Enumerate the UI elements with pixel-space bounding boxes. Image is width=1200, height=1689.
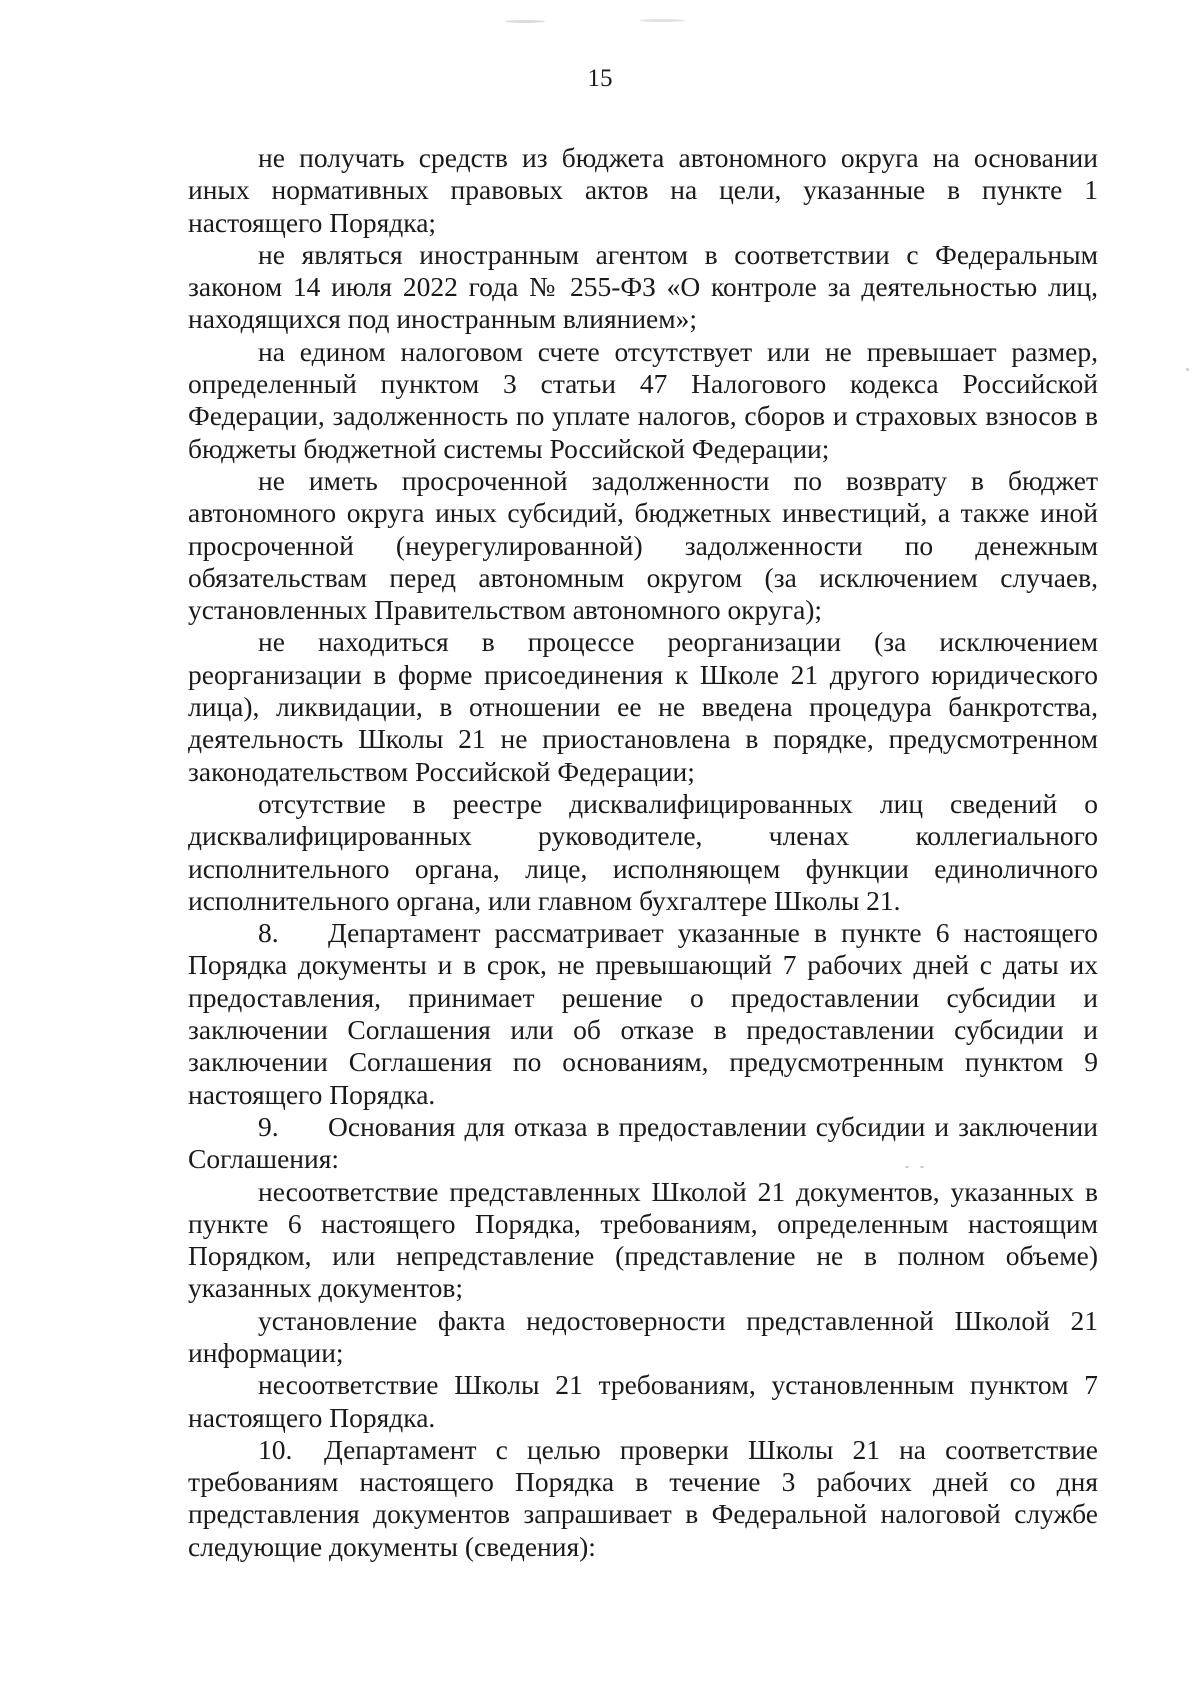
paragraph-text: не получать средств из бюджета автономного округа на основании иных нормативных правовых актов на цели, указанные в пункте 1 настоящего Порядка; bbox=[188, 142, 1098, 238]
paragraph-number: 8. bbox=[258, 917, 279, 949]
paragraph bbox=[188, 465, 1098, 626]
paragraph bbox=[188, 626, 1098, 787]
scan-speck bbox=[905, 1166, 909, 1168]
numbered-paragraph bbox=[188, 1111, 1098, 1176]
scan-speck bbox=[1186, 368, 1189, 371]
paragraph bbox=[188, 1176, 1098, 1305]
paragraph bbox=[188, 239, 1098, 336]
scan-speck bbox=[505, 20, 545, 23]
paragraph-text: установление факта недостоверности представленной Школой 21 информации; bbox=[188, 1304, 1098, 1368]
paragraph-number: 9. bbox=[258, 1110, 279, 1142]
paragraph bbox=[188, 1305, 1098, 1370]
paragraph-text: на едином налоговом счете отсутствует или не превышает размер, определенный пунктом 3 статьи 47 Налогового кодекса Российской Федерации, задолженность по уплате налогов, сборов и страховых взносов в бюджеты бюджетной системы Российской Федерации; bbox=[188, 335, 1098, 464]
paragraph-text: не иметь просроченной задолженности по возврату в бюджет автономного округа иных субсидий, бюджетных инвестиций, а также иной просроченной (неурегулированной) задолженности по денежным обязательствам перед автономным округом (за исключением случаев, установленных Правительством автономного округа); bbox=[188, 464, 1098, 626]
page-number: 15 bbox=[587, 65, 613, 92]
paragraph-text: отсутствие в реестре дисквалифицированных лиц сведений о дисквалифицированных руководителе, членах коллегиального исполнительного органа, лице, исполняющем функции единоличного исполнительного органа, или главном бухгалтере Школы 21. bbox=[188, 787, 1098, 916]
paragraph bbox=[188, 788, 1098, 917]
paragraph-text: не являться иностранным агентом в соответствии с Федеральным законом 14 июля 2022 года № 255-ФЗ «О контроле за деятельностью лиц, находящихся под иностранным влиянием»; bbox=[188, 238, 1098, 335]
paragraph-text: Департамент с целью проверки Школы 21 на соответствие требованиям настоящего Порядка в течение 3 рабочих дней со дня представления документов запрашивает в Федеральной налоговой службе следующие документы (сведения): bbox=[188, 1433, 1098, 1562]
scan-speck bbox=[920, 1166, 924, 1168]
paragraph bbox=[188, 142, 1098, 239]
paragraph-text: Основания для отказа в предоставлении субсидии и заключении Соглашения: bbox=[188, 1110, 1098, 1175]
paragraph-text: несоответствие представленных Школой 21 документов, указанных в пункте 6 настоящего Порядка, требованиям, определенным настоящим Порядком, или непредставление (представление не в полном объеме) указанных документов; bbox=[188, 1175, 1098, 1304]
document-body bbox=[188, 142, 1098, 1563]
paragraph-text: несоответствие Школы 21 требованиям, установленным пунктом 7 настоящего Порядка. bbox=[188, 1369, 1098, 1433]
paragraph bbox=[188, 336, 1098, 465]
paragraph bbox=[188, 1369, 1098, 1434]
scan-speck bbox=[640, 19, 685, 22]
numbered-paragraph bbox=[188, 917, 1098, 1111]
numbered-paragraph bbox=[188, 1434, 1098, 1563]
paragraph-text: Департамент рассматривает указанные в пункте 6 настоящего Порядка документы и в срок, не превышающий 7 рабочих дней с даты их предоставления, принимает решение о предоставлении субсидии и заключении Соглашения или об отказе в предоставлении субсидии и заключении Соглашения по основаниям, предусмотренным пунктом 9 настоящего Порядка. bbox=[188, 917, 1098, 1110]
paragraph-number: 10. bbox=[258, 1433, 293, 1465]
paragraph-text: не находиться в процессе реорганизации (за исключением реорганизации в форме присоединения к Школе 21 другого юридического лица), ликвидации, в отношении ее не введена процедура банкротства, деятельность Школы 21 не приостановлена в порядке, предусмотренном законодательством Российской Федерации; bbox=[188, 626, 1098, 787]
